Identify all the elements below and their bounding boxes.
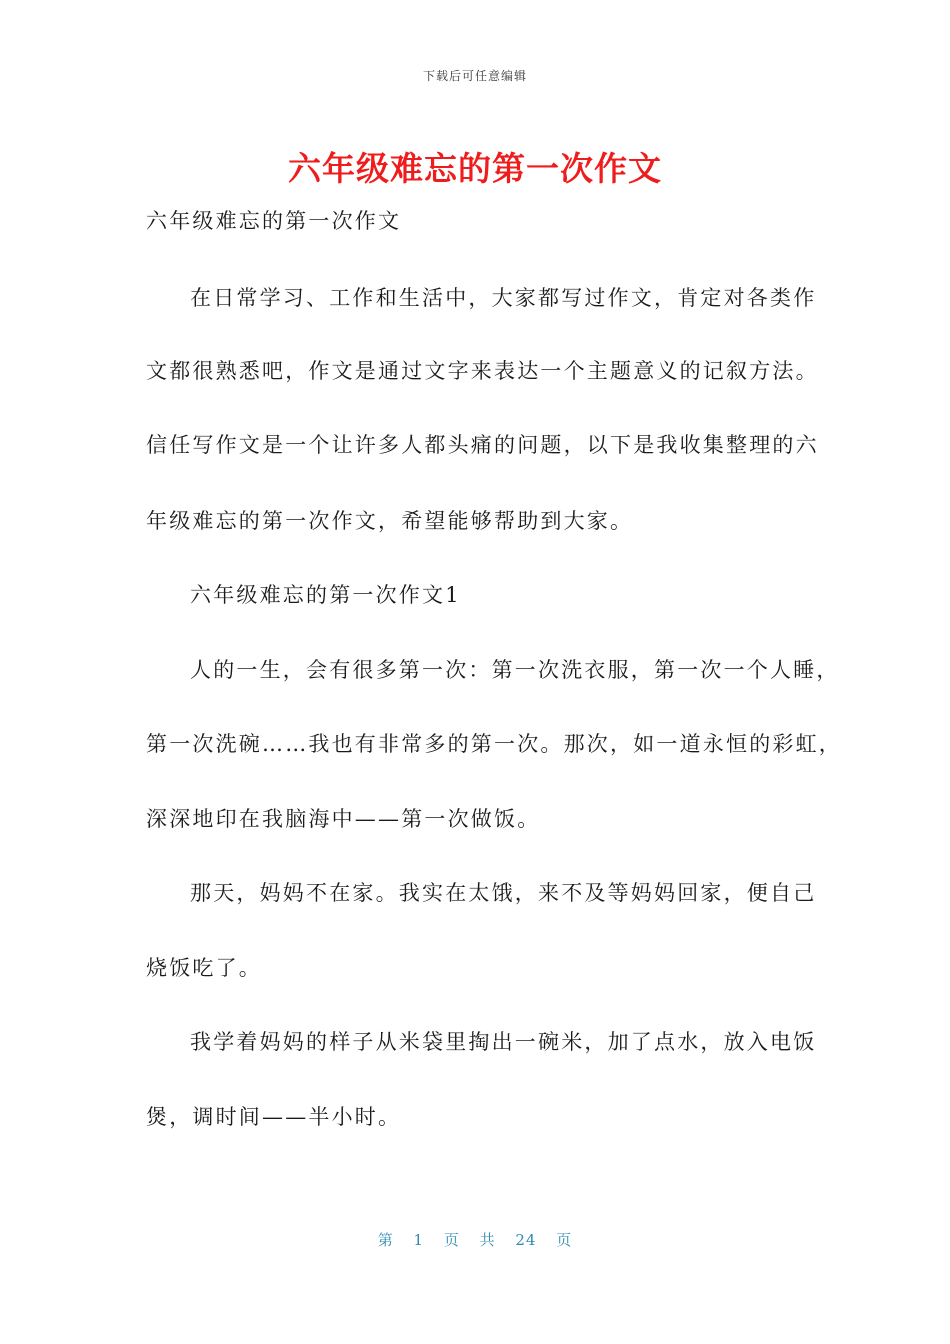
paragraph-line: 在日常学习、工作和生活中，大家都写过作文，肯定对各类作 [190, 286, 817, 310]
page-footer: 第 1 页 共 24 页 [377, 1231, 573, 1249]
paragraph-line: 文都很熟悉吧，作文是通过文字来表达一个主题意义的记叙方法。 [146, 359, 819, 383]
paragraph-line: 人的一生，会有很多第一次：第一次洗衣服，第一次一个人睡， [190, 658, 840, 682]
paragraph-line: 我学着妈妈的样子从米袋里掏出一碗米，加了点水，放入电饭 [190, 1030, 817, 1054]
section-heading: 六年级难忘的第一次作文1 [190, 583, 461, 607]
subtitle-line: 六年级难忘的第一次作文 [146, 209, 402, 233]
paragraph-line: 那天，妈妈不在家。我实在太饿，来不及等妈妈回家，便自己 [190, 881, 817, 905]
document-title: 六年级难忘的第一次作文 [288, 149, 662, 188]
paragraph-line: 年级难忘的第一次作文，希望能够帮助到大家。 [146, 509, 634, 533]
paragraph-line: 烧饭吃了。 [146, 956, 262, 980]
paragraph-line: 深深地印在我脑海中——第一次做饭。 [146, 807, 541, 831]
paragraph-line: 煲，调时间——半小时。 [146, 1105, 402, 1129]
header-note: 下载后可任意编辑 [422, 69, 527, 83]
paragraph-line: 信任写作文是一个让许多人都头痛的问题，以下是我收集整理的六 [146, 433, 819, 457]
paragraph-line: 第一次洗碗……我也有非常多的第一次。那次，如一道永恒的彩虹， [146, 732, 842, 756]
